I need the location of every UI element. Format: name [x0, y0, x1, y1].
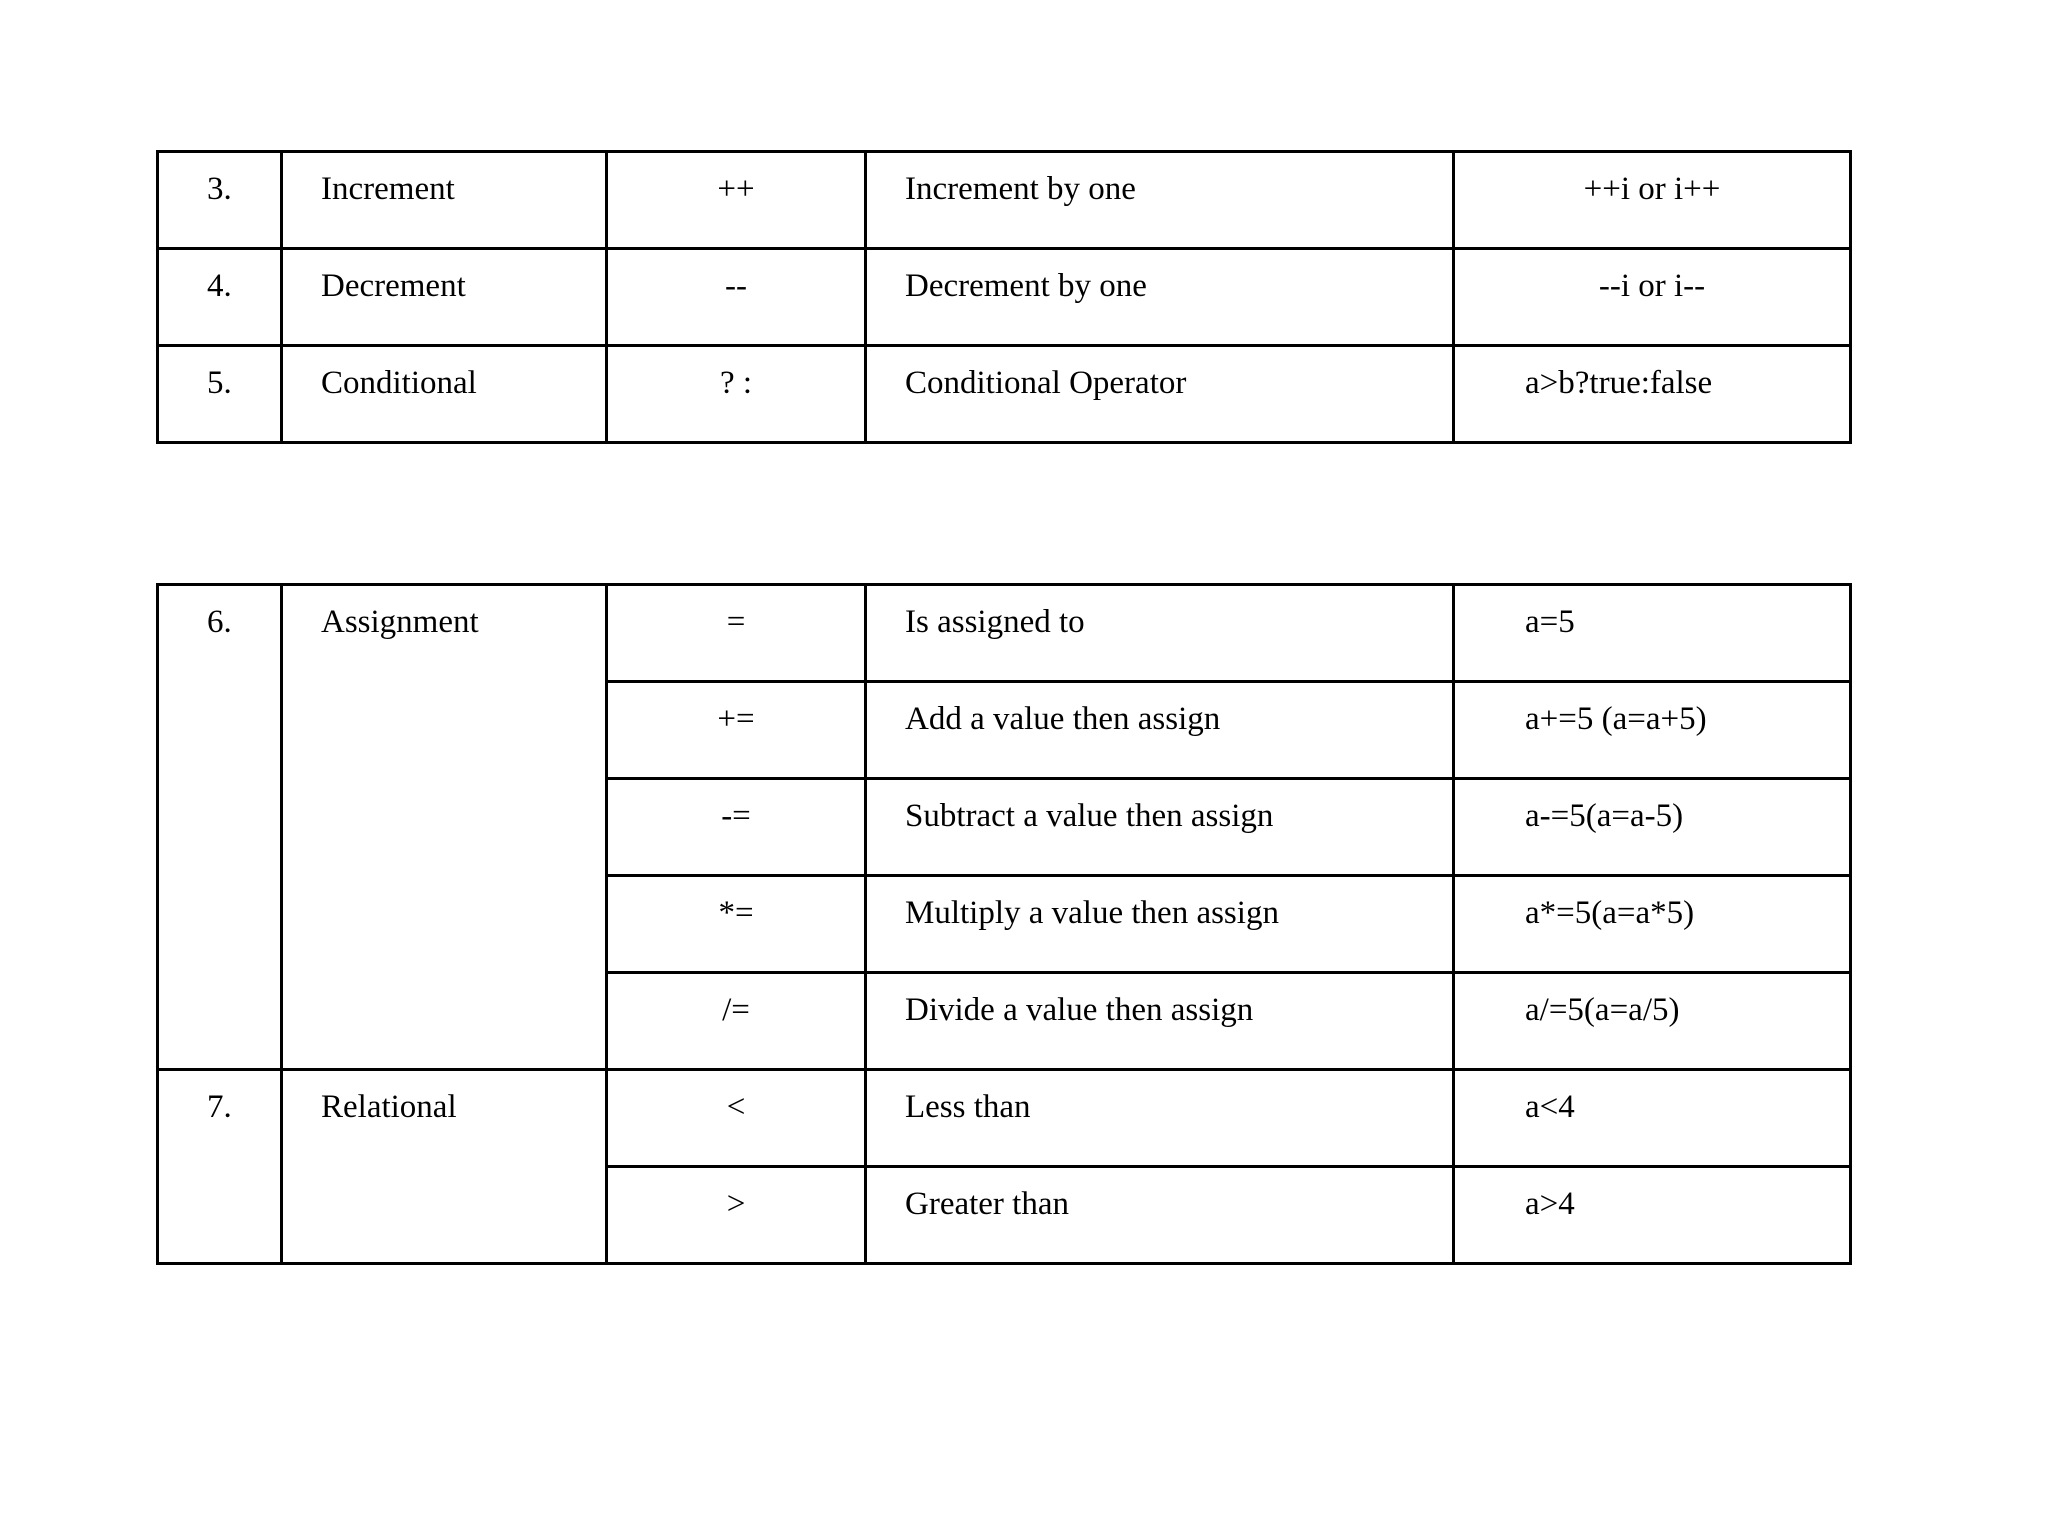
operator-description: Subtract a value then assign — [866, 779, 1454, 876]
operator-symbol: -= — [607, 779, 866, 876]
operator-example: a/=5(a=a/5) — [1454, 973, 1851, 1070]
operator-category: Conditional — [282, 346, 607, 443]
row-number: 6. — [158, 585, 282, 1070]
operator-example: a<4 — [1454, 1070, 1851, 1167]
row-number: 7. — [158, 1070, 282, 1264]
operator-example: --i or i-- — [1454, 249, 1851, 346]
operator-category: Increment — [282, 152, 607, 249]
operator-symbol: -- — [607, 249, 866, 346]
table-row — [158, 152, 1851, 249]
table-row — [158, 1070, 1851, 1167]
operator-symbol: = — [607, 585, 866, 682]
table-row — [158, 585, 1851, 682]
operator-example: ++i or i++ — [1454, 152, 1851, 249]
operator-description: Increment by one — [866, 152, 1454, 249]
row-number: 5. — [158, 346, 282, 443]
operator-description: Greater than — [866, 1167, 1454, 1264]
operators-table-top — [156, 150, 1852, 444]
operator-example: a>b?true:false — [1454, 346, 1851, 443]
operator-symbol: < — [607, 1070, 866, 1167]
operator-symbol: > — [607, 1167, 866, 1264]
operator-category: Assignment — [282, 585, 607, 1070]
operator-description: Multiply a value then assign — [866, 876, 1454, 973]
operator-description: Is assigned to — [866, 585, 1454, 682]
operator-category: Decrement — [282, 249, 607, 346]
row-number: 3. — [158, 152, 282, 249]
operator-example: a>4 — [1454, 1167, 1851, 1264]
operator-symbol: *= — [607, 876, 866, 973]
row-number: 4. — [158, 249, 282, 346]
operator-description: Add a value then assign — [866, 682, 1454, 779]
operator-description: Conditional Operator — [866, 346, 1454, 443]
operator-description: Decrement by one — [866, 249, 1454, 346]
table-row — [158, 249, 1851, 346]
operator-category: Relational — [282, 1070, 607, 1264]
operator-symbol: ++ — [607, 152, 866, 249]
operators-table-bottom — [156, 583, 1852, 1265]
operator-symbol: /= — [607, 973, 866, 1070]
operator-example: a-=5(a=a-5) — [1454, 779, 1851, 876]
operator-example: a+=5 (a=a+5) — [1454, 682, 1851, 779]
operator-description: Less than — [866, 1070, 1454, 1167]
operator-description: Divide a value then assign — [866, 973, 1454, 1070]
operator-symbol: += — [607, 682, 866, 779]
table-row — [158, 346, 1851, 443]
operator-example: a=5 — [1454, 585, 1851, 682]
operator-example: a*=5(a=a*5) — [1454, 876, 1851, 973]
operator-symbol: ? : — [607, 346, 866, 443]
